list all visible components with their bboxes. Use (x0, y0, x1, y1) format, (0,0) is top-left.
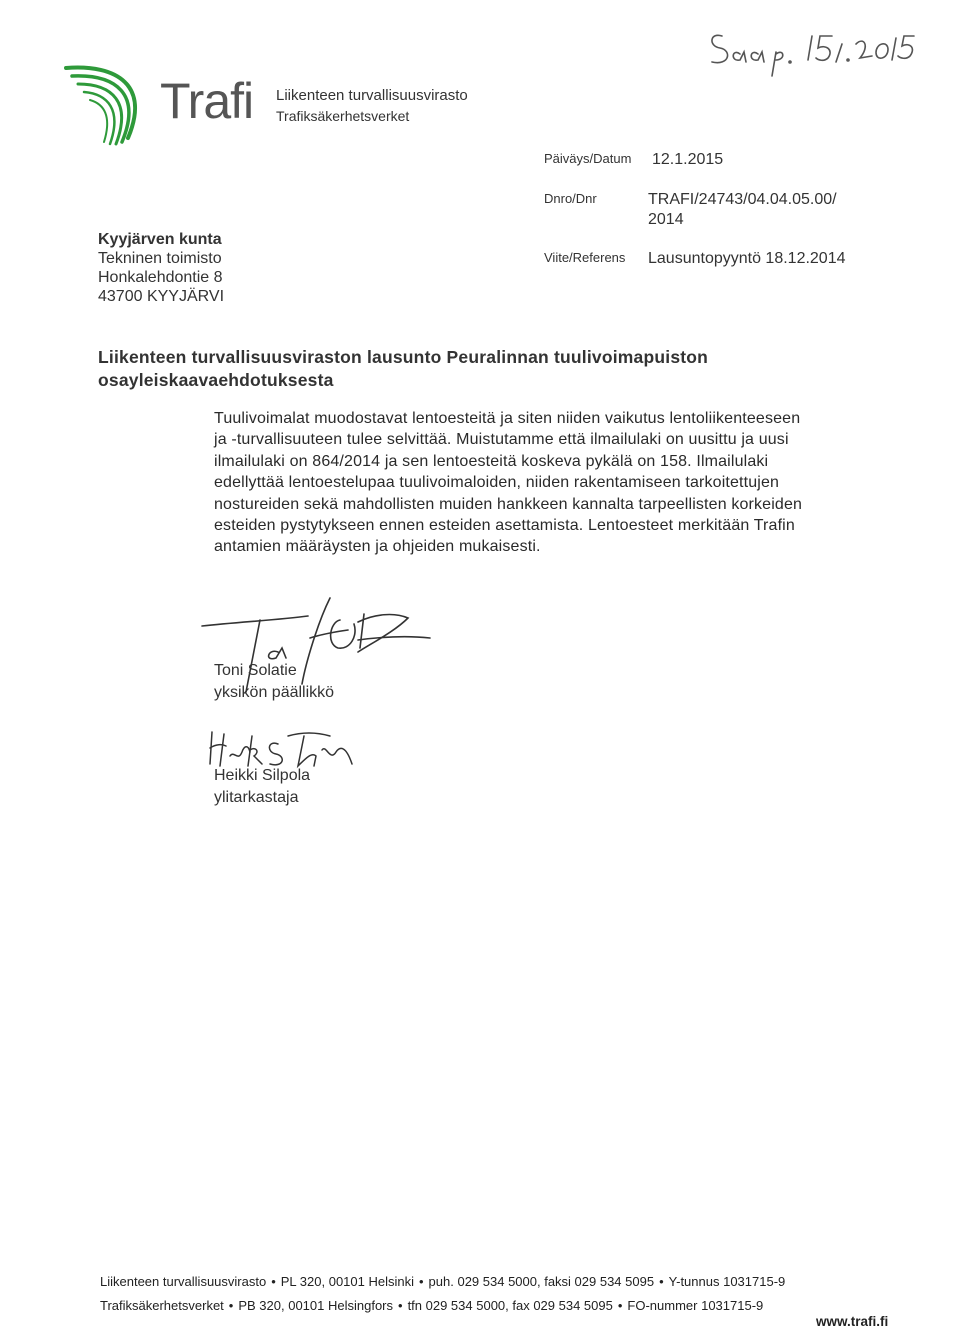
bullet-separator: • (398, 1298, 403, 1313)
bullet-separator: • (418, 1274, 424, 1289)
footer-postal-sv: PB 320, 00101 Helsingfors (238, 1298, 393, 1313)
recipient-org: Kyyjärven kunta (98, 231, 222, 248)
bullet-separator: • (271, 1274, 276, 1289)
agency-name-sv: Trafiksäkerhetsverket (276, 108, 410, 124)
title-line-2: osayleiskaavaehdotuksesta (98, 370, 334, 390)
footer-phone-fi: puh. 029 534 5000, faksi 029 534 5095 (428, 1274, 655, 1289)
body-line: edellyttää lentoestelupaa tuulivoimaloiden, niiden rakentamiseen tarkoitettujen (214, 474, 780, 492)
document-body (214, 408, 882, 558)
reference-label: Viite/Referens (544, 250, 626, 265)
footer-businessid-fi: Y-tunnus 1031715-9 (668, 1274, 786, 1289)
recipient-street: Honkalehdontie 8 (98, 269, 223, 286)
body-line: antamien määräysten ja ohjeiden mukaisesti. (214, 538, 541, 556)
signer-1-role: yksikön päällikkö (214, 684, 335, 701)
agency-name-fi: Liikenteen turvallisuusvirasto (276, 87, 468, 104)
bullet-separator: • (659, 1274, 664, 1289)
footer-postal-fi: PL 320, 00101 Helsinki (280, 1274, 414, 1289)
document-title (98, 346, 858, 392)
dnro-label: Dnro/Dnr (544, 191, 597, 206)
footer-phone-sv: tfn 029 534 5000, fax 029 534 5095 (407, 1298, 613, 1313)
date-label: Päiväys/Datum (544, 151, 632, 166)
footer-line-sv (100, 1298, 763, 1313)
footer-businessid-sv: FO-nummer 1031715-9 (627, 1298, 764, 1313)
footer-line-fi (100, 1274, 785, 1289)
body-line: ilmailulaki on 864/2014 ja sen lentoesteitä koskeva pykälä on 158. Ilmailulaki (214, 452, 769, 470)
dnro-value-line2: 2014 (648, 211, 684, 228)
body-line: ja -turvallisuuteen tulee selvittää. Muistutamme että ilmailulaki on uusittu ja uusi (214, 431, 789, 449)
reference-value: Lausuntopyyntö 18.12.2014 (648, 250, 846, 267)
body-line: nostureiden sekä mahdollisten muiden hankkeen kannalta tarpeellisten korkeiden (214, 495, 803, 513)
signer-2 (214, 765, 310, 809)
bullet-separator: • (228, 1298, 234, 1313)
logo-wordmark: Trafi (160, 73, 254, 129)
dnro-value-line1: TRAFI/24743/04.04.05.00/ (648, 191, 837, 208)
footer-org-sv: Trafiksäkerhetsverket (100, 1298, 224, 1313)
recipient-address (98, 230, 224, 306)
title-line-1: Liikenteen turvallisuusviraston lausunto Peuralinnan tuulivoimapuiston (98, 347, 709, 367)
body-line: esteiden pystytykseen ennen esteiden asettamista. Lentoesteet merkitään Trafin (214, 517, 795, 535)
signer-1-name: Toni Solatie (214, 662, 297, 679)
footer-org-fi: Liikenteen turvallisuusvirasto (100, 1274, 267, 1289)
bullet-separator: • (617, 1298, 623, 1313)
signer-2-role: ylitarkastaja (214, 789, 299, 806)
signer-1 (214, 660, 334, 704)
signer-2-name: Heikki Silpola (214, 767, 311, 784)
recipient-postal: 43700 KYYJÄRVI (98, 288, 225, 305)
handwritten-received-note (700, 18, 930, 78)
date-value: 12.1.2015 (652, 151, 724, 168)
website-link[interactable]: www.trafi.fi (816, 1314, 889, 1329)
body-line: Tuulivoimalat muodostavat lentoesteitä ja siten niiden vaikutus lentoliikenteeseen (214, 410, 801, 427)
recipient-dept: Tekninen toimisto (98, 250, 222, 267)
